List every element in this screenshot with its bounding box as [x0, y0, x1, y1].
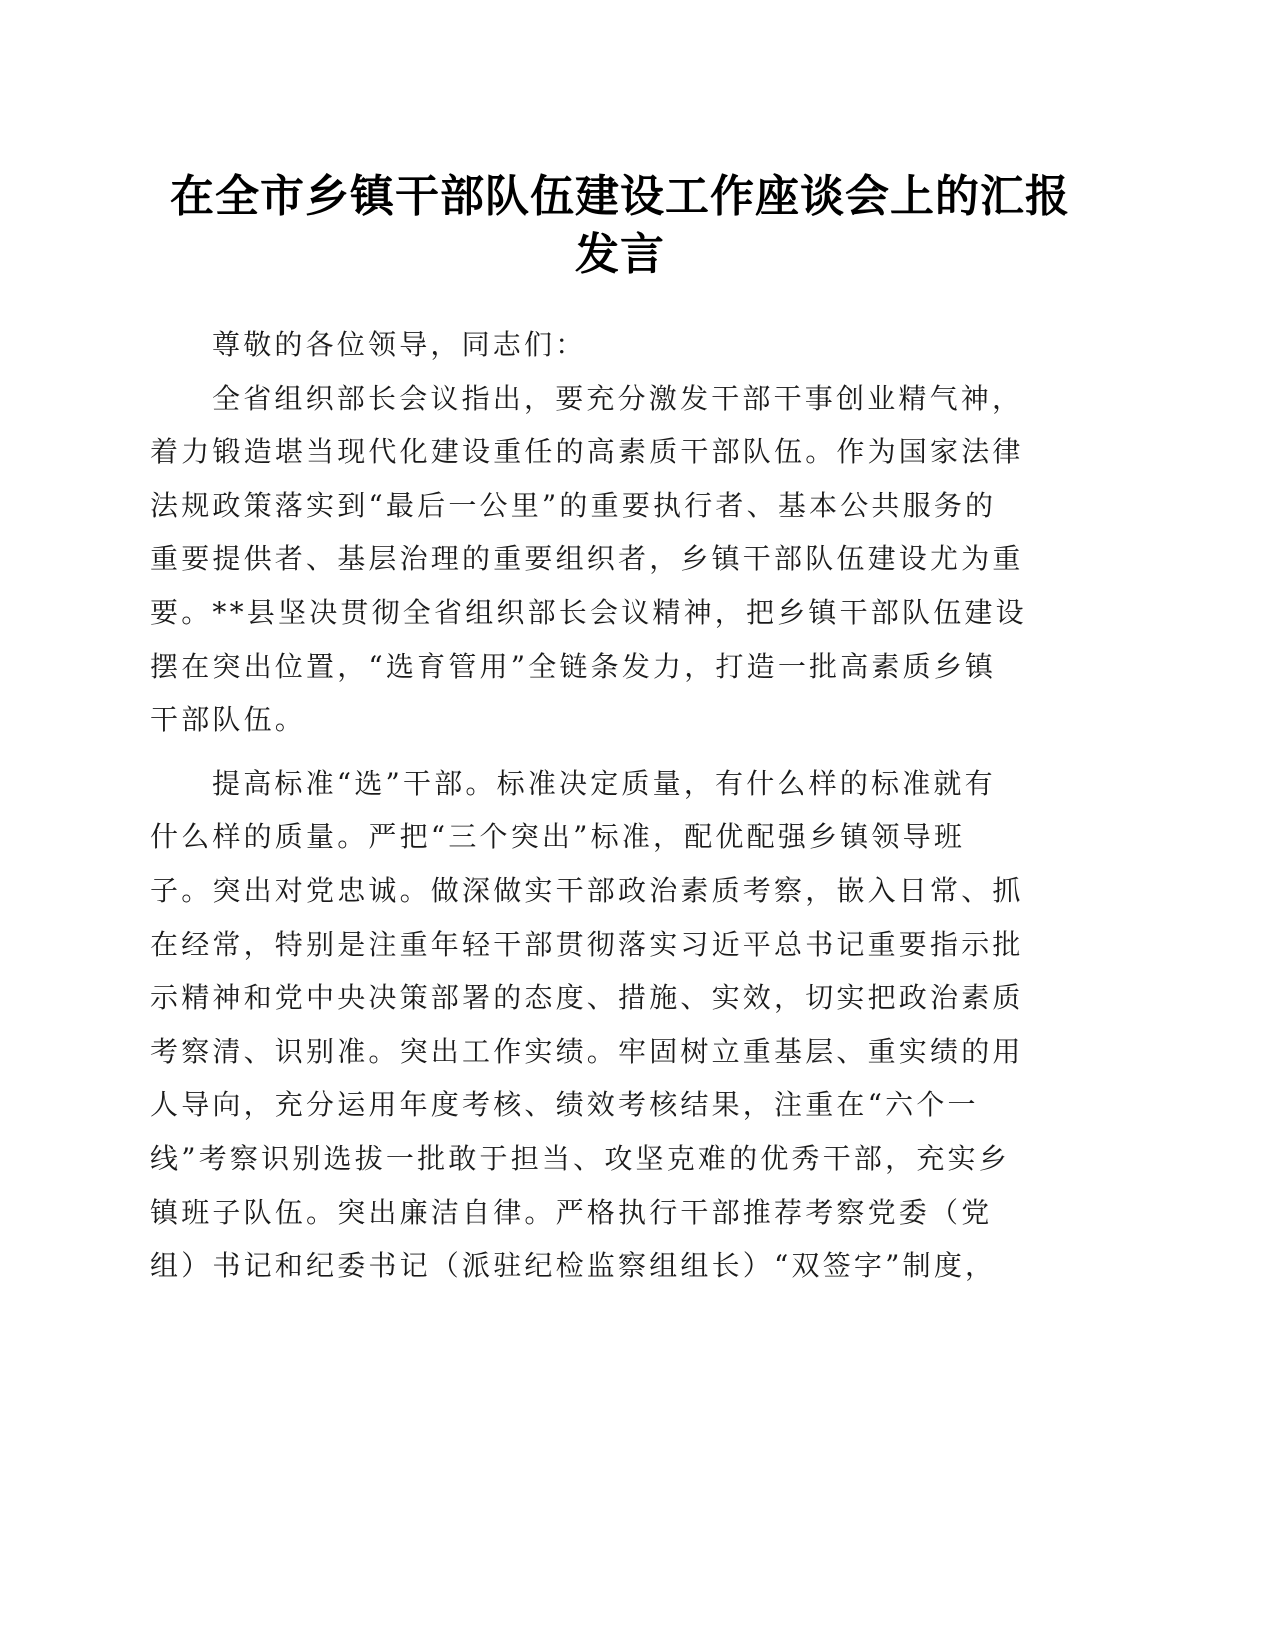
paragraph-line: 重要提供者、基层治理的重要组织者，乡镇干部队伍建设尤为重	[150, 542, 1024, 576]
document-title	[150, 168, 1090, 284]
paragraph-line: 人导向，充分运用年度考核、绩效考核结果，注重在“六个一	[150, 1088, 979, 1122]
paragraph-line: 在经常，特别是注重年轻干部贯彻落实习近平总书记重要指示批	[150, 927, 1024, 961]
salutation: 尊敬的各位领导，同志们：	[212, 328, 587, 361]
document-body	[150, 318, 1090, 1293]
paragraph-line: 考察清、识别准。突出工作实绩。牢固树立重基层、重实绩的用	[150, 1034, 1024, 1068]
paragraph-line: 示精神和党中央决策部署的态度、措施、实效，切实把政治素质	[150, 981, 1024, 1015]
title-line-1: 在全市乡镇干部队伍建设工作座谈会上的汇报	[170, 171, 1070, 222]
paragraph-line: 提高标准“选”干部。标准决定质量，有什么样的标准就有	[212, 766, 996, 800]
paragraph-line: 要。**县坚决贯彻全省组织部长会议精神，把乡镇干部队伍建设	[150, 595, 1027, 629]
paragraph-line: 着力锻造堪当现代化建设重任的高素质干部队伍。作为国家法律	[150, 435, 1024, 469]
paragraph-gap	[150, 747, 1090, 757]
paragraph-line: 什么样的质量。严把“三个突出”标准，配优配强乡镇领导班	[150, 820, 966, 854]
paragraph-line: 法规政策落实到“最后一公里”的重要执行者、基本公共服务的	[150, 488, 997, 522]
paragraph-2	[150, 757, 1090, 1293]
paragraph-line: 线”考察识别选拔一批敢于担当、攻坚克难的优秀干部，充实乡	[150, 1141, 1010, 1175]
title-line-2: 发言	[575, 229, 665, 280]
paragraph-line: 干部队伍。	[150, 703, 307, 737]
paragraph-line: 全省组织部长会议指出，要充分激发干部干事创业精气神，	[212, 381, 1024, 415]
paragraph-line: 组）书记和纪委书记（派驻纪检监察组组长）“双签字”制度，	[150, 1249, 997, 1283]
paragraph-line: 镇班子队伍。突出廉洁自律。严格执行干部推荐考察党委（党	[150, 1195, 993, 1229]
paragraph-line: 摆在突出位置，“选育管用”全链条发力，打造一批高素质乡镇	[150, 649, 997, 683]
paragraph-line: 子。突出对党忠诚。做深做实干部政治素质考察，嵌入日常、抓	[150, 873, 1024, 907]
paragraph-1	[150, 372, 1090, 747]
